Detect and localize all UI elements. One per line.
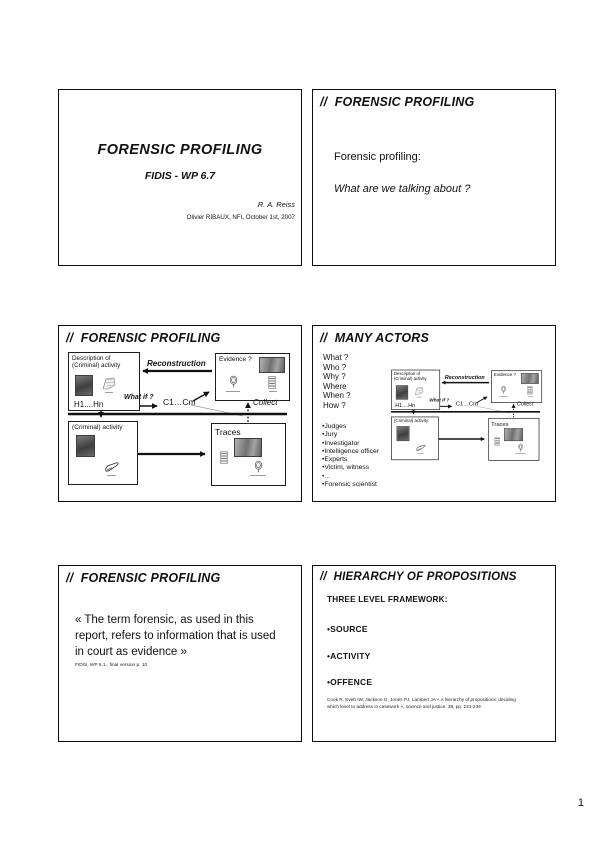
slide-4-actors — [312, 325, 556, 502]
collect-label: Collect — [253, 398, 278, 407]
question-text: What are we talking about ? — [334, 183, 471, 195]
evidence-label: Evidence ? — [493, 372, 516, 378]
traces-label: Traces — [491, 420, 509, 428]
actor-item: •Jury — [322, 431, 338, 439]
icon-caption-mark — [105, 392, 113, 393]
evidence-photo — [259, 357, 285, 373]
slide-header: // FORENSIC PROFILING — [66, 571, 221, 585]
slide-header: // FORENSIC PROFILING — [320, 95, 475, 109]
evidence-box — [215, 353, 290, 401]
credit-line: Olivier RIBAUX, NFI, October 1st, 2007 — [186, 214, 295, 221]
clues-label: C1…Cm — [455, 400, 478, 408]
question-item: How ? — [323, 400, 346, 410]
slide-header: // MANY ACTORS — [320, 331, 430, 345]
actor-list — [322, 423, 379, 489]
scene-photo — [234, 438, 262, 457]
description-label: Description of (Criminal) activity — [72, 355, 121, 370]
question-list — [323, 353, 351, 411]
criminal-activity-box — [68, 421, 138, 485]
traces-box — [211, 423, 286, 486]
page-number: 1 — [577, 797, 584, 809]
icon-caption-mark — [515, 453, 526, 454]
question-item: What ? — [323, 353, 349, 362]
actor-item: •Judges — [322, 423, 347, 430]
icon-caption-mark — [499, 396, 509, 397]
hypotheses-label: H1....Hn — [395, 402, 416, 409]
level-activity: •ACTIVITY — [327, 651, 371, 661]
fingerprint-icon — [518, 443, 524, 452]
shoeprint-icon — [104, 460, 120, 474]
question-item: When ? — [323, 391, 351, 401]
activity-photo — [76, 435, 95, 457]
mini-diagram-holder — [385, 352, 550, 471]
reconstruction-label: Reconstruction — [444, 374, 485, 381]
hypotheses-label: H1....Hn — [74, 400, 104, 409]
plan-sketch-icon — [414, 387, 424, 396]
reconstruction-label: Reconstruction — [147, 359, 206, 368]
traces-label: Traces — [215, 427, 241, 437]
fingerprint-icon — [254, 460, 263, 473]
description-box — [391, 370, 440, 410]
clues-label: C1…Cm — [163, 397, 196, 407]
actor-item: •Investigator — [322, 439, 360, 447]
quote-citation: FIDIS, WP 6.1., final version p. 10 — [75, 663, 148, 668]
traces-box — [488, 418, 539, 461]
suspect-photo — [396, 385, 408, 399]
shoeprint-icon — [416, 443, 427, 453]
question-item: Why ? — [323, 372, 346, 382]
icon-caption-mark — [528, 396, 533, 397]
actor-item: •Intelligence officer — [322, 447, 380, 455]
description-label: Description of (Criminal) activity — [393, 371, 427, 382]
actor-item: •... — [322, 472, 331, 480]
criminal-activity-label: (Criminal) activity — [72, 424, 123, 431]
icon-caption-mark — [226, 391, 240, 392]
what-if-label: What if ? — [429, 398, 450, 403]
author-name: R. A. Reiss — [257, 200, 295, 209]
gel-strip-icon — [268, 376, 276, 389]
slide-2-intro — [312, 89, 556, 266]
fingerprint-icon — [229, 375, 238, 388]
evidence-label: Evidence ? — [219, 356, 252, 363]
icon-caption-mark — [416, 397, 421, 398]
gel-strip-icon — [527, 386, 532, 395]
body-text: Forensic profiling: — [334, 151, 421, 163]
gel-strip-icon — [494, 437, 499, 446]
icon-caption-mark — [250, 475, 266, 476]
actor-item: •Forensic scientist — [322, 481, 377, 489]
activity-evidence-diagram — [385, 352, 550, 471]
slide-6-hierarchy — [312, 565, 556, 742]
suspect-photo — [75, 375, 93, 396]
actor-item: •Victim, witness — [322, 464, 370, 472]
plan-sketch-icon — [102, 377, 116, 390]
icon-caption-mark — [269, 391, 277, 392]
slide-header: // FORENSIC PROFILING — [66, 331, 221, 345]
activity-evidence-diagram — [59, 326, 301, 501]
evidence-photo — [521, 373, 539, 384]
presentation-subtitle: FIDIS - WP 6.7 — [144, 170, 216, 182]
framework-intro: THREE LEVEL FRAMEWORK: — [327, 595, 448, 604]
quote-text: « The term forensic, as used in this report, refers to information that is used in court as evidence » — [75, 614, 276, 658]
slide-1-title — [58, 89, 302, 266]
slide-5-quote — [58, 565, 302, 742]
actor-item: •Experts — [322, 456, 348, 464]
activity-photo — [397, 426, 410, 441]
collect-label: Collect — [516, 400, 534, 408]
criminal-activity-box — [391, 417, 439, 461]
reference-citation: Cook R, Evett IW, Jackson G, Jones PJ, Lambert JA « A hierarchy of propositions: deciding which level to address in casework », science and justice, 38, pp. 231-239 — [327, 697, 516, 709]
question-item: Where — [323, 381, 347, 391]
scene-photo — [504, 428, 523, 441]
icon-caption-mark — [418, 453, 424, 454]
question-item: Who ? — [323, 362, 347, 372]
evidence-box — [491, 370, 542, 403]
slide-header: // HIERARCHY OF PROPOSITIONS — [320, 571, 517, 583]
level-source: •SOURCE — [327, 624, 368, 634]
description-box — [68, 352, 140, 411]
icon-caption-mark — [107, 475, 116, 476]
slide-3-diagram — [58, 325, 302, 502]
level-offence: •OFFENCE — [327, 677, 373, 687]
criminal-activity-label: (Criminal) activity — [393, 418, 429, 424]
fingerprint-icon — [501, 385, 507, 394]
presentation-title: FORENSIC PROFILING — [97, 142, 263, 158]
gel-strip-icon — [220, 451, 228, 464]
what-if-label: What if ? — [124, 394, 154, 401]
